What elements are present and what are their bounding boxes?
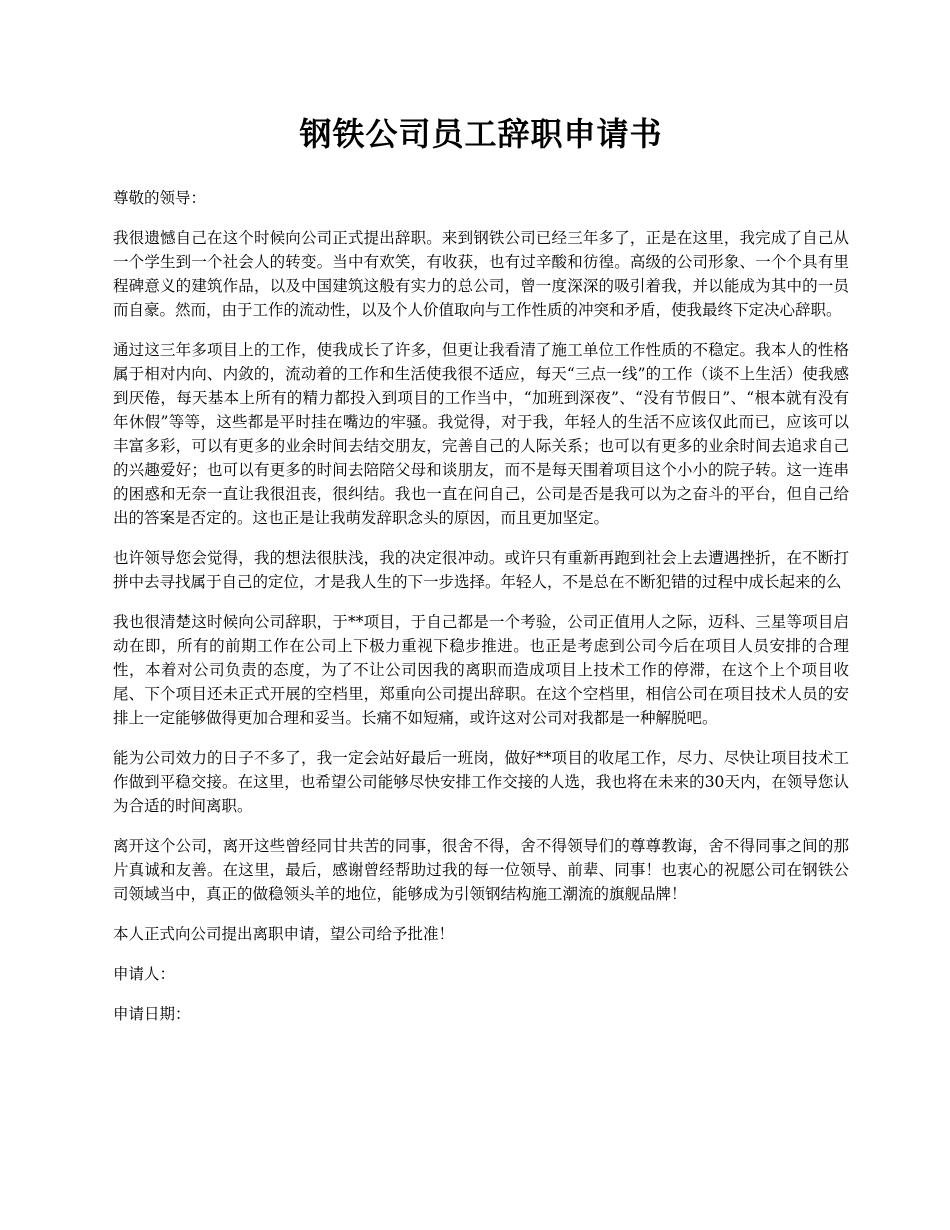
- body-paragraph-2: 通过这三年多项目上的工作，使我成长了许多，但更让我看清了施工单位工作性质的不稳定。我本人的性格属于相对内向、内敛的，流动着的工作和生活使我很不适应，每天“三点一线”的工作（谈不上生活）使我感到厌倦，每天基本上所有的精力都投入到项目的工作当中，“加班到深夜”、“没有节假日”、“根本就有没有年休假”等等，这些都是平时挂在嘴边的牢骚。我觉得，对于我，年轻人的生活不应该仅此而已，应该可以丰富多彩，可以有更多的业余时间去结交朋友，完善自己的人际关系；也可以有更多的业余时间去追求自己的兴趣爱好；也可以有更多的时间去陪陪父母和谈朋友，而不是每天围着项目这个小小的院子转。这一连串的困惑和无奈一直让我很沮丧，很纠结。我也一直在问自己，公司是否是我可以为之奋斗的平台，但自己给出的答案是否定的。这也正是让我萌发辞职念头的原因，而且更加坚定。: [113, 341, 849, 527]
- applicant-label: 申请人：: [113, 965, 176, 983]
- body-paragraph-6: 离开这个公司，离开这些曾经同甘共苦的同事，很舍不得，舍不得领导们的尊尊教诲，舍不得同事之间的那片真诚和友善。在这里，最后，感谢曾经帮助过我的每一位领导、前辈、同事！也衷心的祝愿公司在钢铁公司领域当中，真正的做稳领头羊的地位，能够成为引领钢结构施工潮流的旗舰品牌！: [113, 837, 849, 903]
- body-paragraph-1: 我很遗憾自己在这个时候向公司正式提出辞职。来到钢铁公司已经三年多了，正是在这里，我完成了自己从一个学生到一个社会人的转变。当中有欢笑，有收获，也有过辛酸和彷徨。高级的公司形象、一个个具有里程碑意义的建筑作品，以及中国建筑这般有实力的总公司，曾一度深深的吸引着我，并以能成为其中的一员而自豪。然而，由于工作的流动性，以及个人价值取向与工作性质的冲突和矛盾，使我最终下定决心辞职。: [113, 229, 849, 319]
- salutation: 尊敬的领导：: [113, 189, 207, 207]
- body-paragraph-3: 也许领导您会觉得，我的想法很肤浅，我的决定很冲动。或许只有重新再跑到社会上去遭遇挫折，在不断打拼中去寻找属于自己的定位，才是我人生的下一步选择。年轻人，不是总在不断犯错的过程中成长起来的么: [113, 549, 849, 591]
- body-paragraph-4: 我也很清楚这时候向公司辞职，于**项目，于自己都是一个考验，公司正值用人之际，迈科、三星等项目启动在即，所有的前期工作在公司上下极力重视下稳步推进。也正是考虑到公司今后在项目人员安排的合理性，本着对公司负责的态度，为了不让公司因我的离职而造成项目上技术工作的停滞，在这个上个项目收尾、下个项目还未正式开展的空档里，郑重向公司提出辞职。在这个空档里，相信公司在项目技术人员的安排上一定能够做得更加合理和妥当。长痛不如短痛，或许这对公司对我都是一种解脱吧。: [113, 613, 849, 727]
- document-title: 钢铁公司员工辞职申请书: [299, 115, 663, 153]
- body-paragraph-5: 能为公司效力的日子不多了，我一定会站好最后一班岗，做好**项目的收尾工作，尽力、尽快让项目技术工作做到平稳交接。在这里，也希望公司能够尽快安排工作交接的人选，我也将在未来的30天内，在领导您认为合适的时间离职。: [113, 749, 849, 815]
- document-page: [113, 110, 849, 1042]
- date-label: 申请日期：: [113, 1005, 191, 1023]
- body-paragraph-7: 本人正式向公司提出离职申请，望公司给予批准！: [113, 925, 455, 943]
